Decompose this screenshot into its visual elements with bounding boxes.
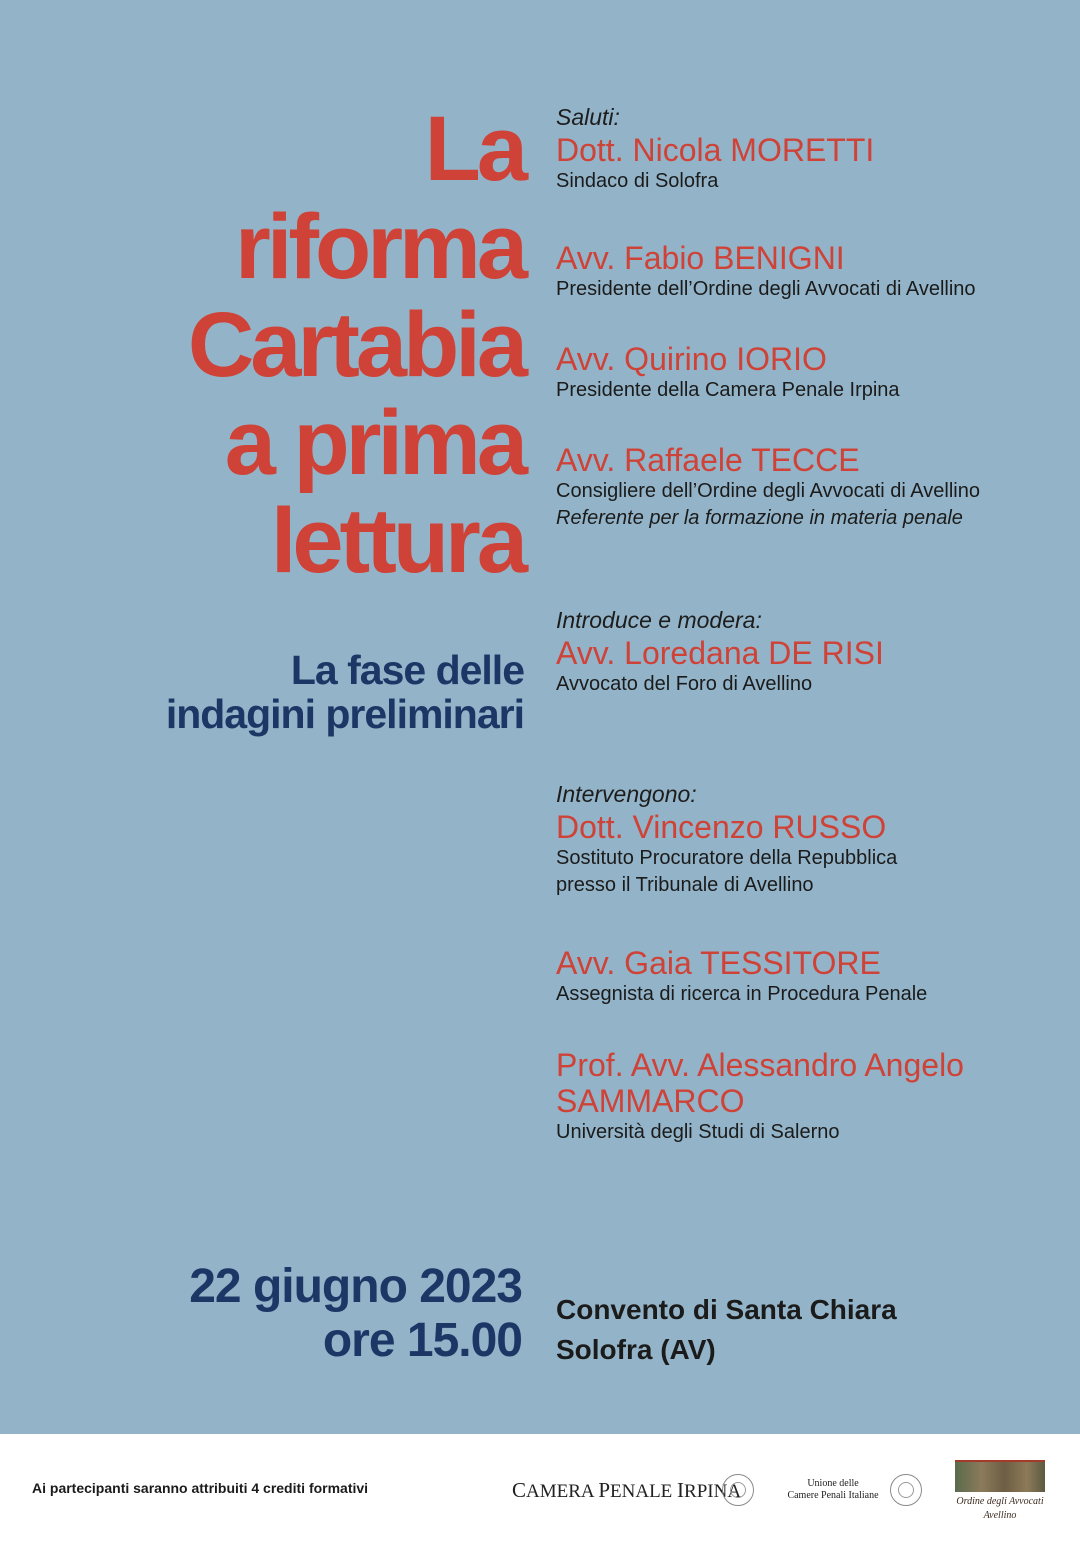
speaker-name: Avv. Gaia TESSITORE [556,945,881,981]
speaker-entry [556,442,1056,532]
poster-title [188,100,524,590]
seal-icon [890,1474,922,1506]
speaker-role: Assegnista di ricerca in Procedura Penale [556,983,928,1005]
moderatore-section [556,605,1056,698]
speaker-name: Dott. Nicola MORETTI [556,132,875,168]
speaker-role: Avvocato del Foro di Avellino [556,673,813,695]
seal-icon [722,1474,754,1506]
section-label-intervengono: Intervengono: [556,781,697,807]
section-label-moderatore: Introduce e modera: [556,607,762,633]
speaker-name: Avv. Loredana DE RISI [556,635,884,671]
title-line: lettura [270,490,524,592]
subtitle-line: indagini preliminari [165,691,524,737]
subtitle-line: La fase delle [290,647,524,693]
speaker-entry [556,945,1056,1008]
speaker-name: Avv. Quirino IORIO [556,341,827,377]
event-time: ore 15.00 [322,1314,522,1367]
speaker-role: Università degli Studi di Salerno [556,1121,840,1143]
speaker-name: Avv. Raffaele TECCE [556,442,860,478]
poster-subtitle [166,648,524,736]
speaker-role: Sindaco di Solofra [556,170,719,192]
speaker-name: Avv. Fabio BENIGNI [556,240,845,276]
speaker-role: Presidente della Camera Penale Irpina [556,379,900,401]
speaker-role: Presidente dell’Ordine degli Avvocati di Avellino [556,278,976,300]
speaker-entry [556,635,1056,698]
speaker-name-line: SAMMARCO [556,1083,745,1119]
speaker-entry [556,1047,1066,1146]
title-line: riforma [235,196,524,298]
intervengono-section [556,779,1056,899]
ordine-avvocati-emblem [955,1460,1045,1492]
ucpi-logo: Unione delle Camere Penali Italiane [787,1478,879,1501]
section-label-saluti: Saluti: [556,104,620,130]
venue-line: Convento di Santa Chiara [556,1294,897,1325]
event-datetime [189,1260,522,1368]
speaker-entry [556,341,1056,404]
speaker-name: Dott. Vincenzo RUSSO [556,809,887,845]
title-line: La [424,98,524,200]
camera-penale-irpina-logo: CAMERA PENALE IRPINA [512,1478,742,1502]
speaker-role: Sostituto Procuratore della Repubblica [556,847,898,869]
title-line: a prima [224,392,524,494]
venue-line: Solofra (AV) [556,1334,716,1365]
speaker-note: Referente per la formazione in materia penale [556,507,963,529]
speaker-role: Consigliere dell’Ordine degli Avvocati di Avellino [556,480,980,502]
speaker-entry [556,132,1056,195]
event-venue [556,1290,897,1370]
title-line: Cartabia [187,294,524,396]
speaker-role: presso il Tribunale di Avellino [556,874,814,896]
credits-note: Ai partecipanti saranno attribuiti 4 crediti formativi [32,1480,369,1496]
ordine-avvocati-logo: Ordine degli Avvocati Avellino [956,1496,1044,1521]
speaker-name-line: Prof. Avv. Alessandro Angelo [556,1047,964,1083]
event-date: 22 giugno 2023 [189,1260,522,1313]
speaker-entry [556,240,1056,303]
saluti-section [556,102,1056,195]
speaker-entry [556,809,1056,899]
